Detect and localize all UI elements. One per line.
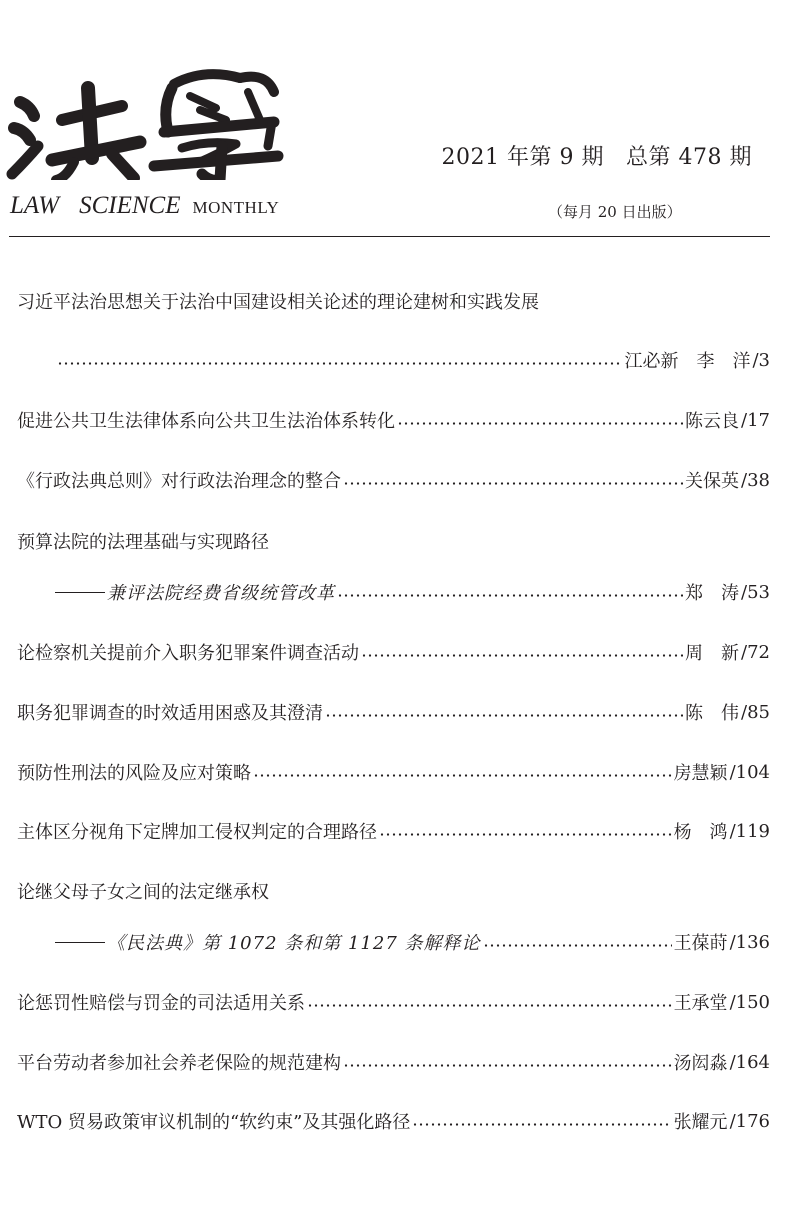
toc-entry-author: 陈 伟 bbox=[685, 703, 740, 724]
page-separator: / bbox=[729, 931, 736, 953]
toc-entry-page: 150 bbox=[735, 991, 770, 1013]
toc-entry[interactable] bbox=[17, 1106, 770, 1136]
toc-entry-title: 预算法院的法理基础与实现路径 bbox=[17, 532, 269, 553]
toc-entry[interactable] bbox=[17, 876, 770, 906]
dot-leader bbox=[337, 594, 683, 597]
toc-entry[interactable] bbox=[17, 1047, 770, 1077]
toc-entry-page: 164 bbox=[735, 1051, 770, 1073]
toc-entry[interactable] bbox=[17, 927, 770, 957]
dot-leader bbox=[483, 944, 672, 947]
dot-leader bbox=[253, 774, 672, 777]
toc-entry[interactable] bbox=[17, 526, 770, 556]
dot-leader bbox=[343, 482, 683, 485]
english-title-science: SCIENCE bbox=[79, 192, 181, 219]
page-separator: / bbox=[741, 641, 748, 663]
toc-entry-page: 136 bbox=[735, 931, 770, 953]
toc-entry-title: 职务犯罪调查的时效适用困惑及其澄清 bbox=[17, 703, 323, 724]
dot-leader bbox=[397, 422, 683, 425]
toc-entry-author: 汤闳淼 bbox=[673, 1053, 728, 1074]
page-separator: / bbox=[741, 409, 748, 431]
publication-note: （每月 20 日出版） bbox=[548, 203, 682, 221]
toc-entry-author: 江必新 李 洋 bbox=[624, 351, 751, 372]
toc-entry-page: 72 bbox=[747, 641, 770, 663]
header-divider bbox=[9, 236, 770, 237]
toc-entry-author: 张耀元 bbox=[673, 1112, 728, 1133]
toc-entry[interactable] bbox=[17, 345, 770, 375]
page-separator: / bbox=[729, 1051, 736, 1073]
toc-entry-title: 习近平法治思想关于法治中国建设相关论述的理论建树和实践发展 bbox=[17, 292, 539, 313]
toc-entry-author: 陈云良 bbox=[685, 411, 740, 432]
toc-entry-title: 促进公共卫生法律体系向公共卫生法治体系转化 bbox=[17, 411, 395, 432]
page-separator: / bbox=[729, 1110, 736, 1132]
dot-leader bbox=[57, 362, 622, 365]
dot-leader bbox=[343, 1064, 672, 1067]
toc-entry-title: 论继父母子女之间的法定继承权 bbox=[17, 882, 269, 903]
toc-entry[interactable] bbox=[17, 757, 770, 787]
page-separator: / bbox=[729, 991, 736, 1013]
dot-leader bbox=[361, 654, 683, 657]
toc-entry[interactable] bbox=[17, 987, 770, 1017]
page-separator: / bbox=[741, 581, 748, 603]
toc-entry-title: 论检察机关提前介入职务犯罪案件调查活动 bbox=[17, 643, 359, 664]
toc-entry-author: 杨 鸿 bbox=[673, 822, 728, 843]
toc-entry[interactable] bbox=[17, 465, 770, 495]
page-separator: / bbox=[729, 820, 736, 842]
toc-entry-title: 论惩罚性赔偿与罚金的司法适用关系 bbox=[17, 993, 305, 1014]
toc-entry-page: 3 bbox=[758, 349, 770, 371]
dot-leader bbox=[379, 833, 672, 836]
total-issue-number: 总第 478 期 bbox=[626, 145, 752, 170]
toc-entry-title: 主体区分视角下定牌加工侵权判定的合理路径 bbox=[17, 822, 377, 843]
dot-leader bbox=[412, 1123, 671, 1126]
subtitle-dash bbox=[55, 592, 105, 593]
journal-logo bbox=[4, 62, 294, 180]
toc-entry[interactable] bbox=[17, 405, 770, 435]
toc-entry-title: WTO 贸易政策审议机制的“软约束”及其强化路径 bbox=[17, 1112, 411, 1133]
subtitle-dash bbox=[55, 942, 105, 943]
toc-entry[interactable] bbox=[17, 577, 770, 607]
issue-number: 2021 年第 9 期 bbox=[441, 145, 605, 170]
toc-entry-page: 176 bbox=[735, 1110, 770, 1132]
toc-entry-subtitle: 《民法典》第 1072 条和第 1127 条解释论 bbox=[107, 933, 481, 954]
toc-entry-author: 房慧颖 bbox=[673, 763, 728, 784]
dot-leader bbox=[307, 1004, 672, 1007]
toc-entry-page: 53 bbox=[747, 581, 770, 603]
dot-leader bbox=[325, 714, 683, 717]
english-title-law: LAW bbox=[10, 192, 60, 219]
page-separator: / bbox=[741, 469, 748, 491]
toc-entry-title: 平台劳动者参加社会养老保险的规范建构 bbox=[17, 1053, 341, 1074]
issue-info bbox=[442, 140, 752, 171]
toc-entry-page: 85 bbox=[747, 701, 770, 723]
toc-entry-page: 104 bbox=[735, 761, 770, 783]
toc-entry-author: 王葆莳 bbox=[673, 933, 728, 954]
english-title-monthly: MONTHLY bbox=[192, 198, 280, 217]
toc-entry[interactable] bbox=[17, 637, 770, 667]
toc-entry-author: 关保英 bbox=[685, 471, 740, 492]
toc-entry[interactable] bbox=[17, 816, 770, 846]
page-separator: / bbox=[741, 701, 748, 723]
english-title bbox=[10, 192, 279, 220]
toc-entry-author: 郑 涛 bbox=[685, 583, 740, 604]
toc-entry-title: 《行政法典总则》对行政法治理念的整合 bbox=[17, 471, 341, 492]
toc-entry-author: 王承堂 bbox=[673, 993, 728, 1014]
toc-entry-page: 119 bbox=[735, 820, 770, 842]
toc-entry-page: 38 bbox=[747, 469, 770, 491]
toc-entry-subtitle: 兼评法院经费省级统管改革 bbox=[107, 583, 335, 604]
page-separator: / bbox=[729, 761, 736, 783]
toc-entry[interactable] bbox=[17, 286, 770, 316]
toc-entry-page: 17 bbox=[747, 409, 770, 431]
page-separator: / bbox=[752, 349, 759, 371]
toc-entry[interactable] bbox=[17, 697, 770, 727]
journal-logo-calligraphy bbox=[4, 62, 294, 180]
toc-entry-title: 预防性刑法的风险及应对策略 bbox=[17, 763, 251, 784]
toc-entry-author: 周 新 bbox=[685, 643, 740, 664]
